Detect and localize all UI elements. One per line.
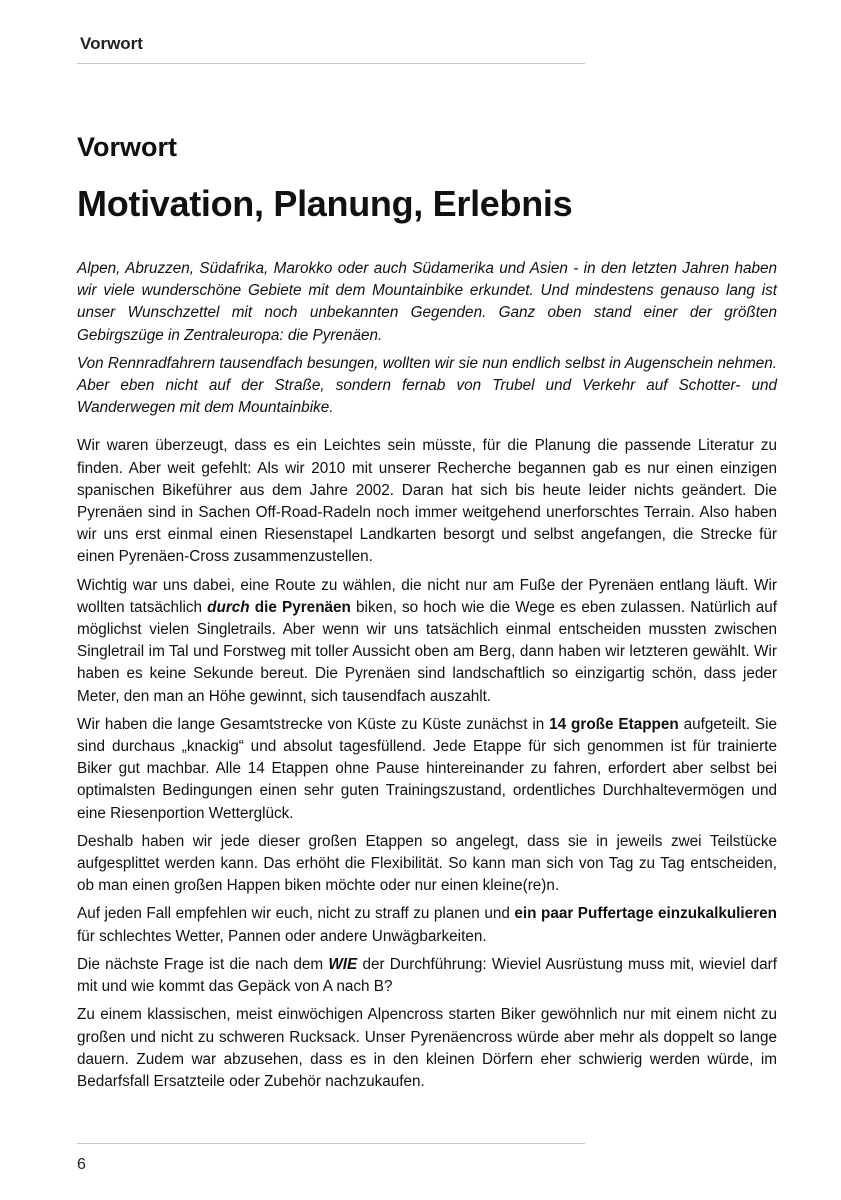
footer-rule xyxy=(77,1143,585,1144)
paragraph: Zu einem klassischen, meist einwöchigen Alpencross starten Biker gewöhnlich nur mit einem nicht zu großen und nicht zu schweren Rucksack. Unser Pyrenäencross würde aber mehr als doppelt so lange dauern. Zudem war abzusehen, dass es in den kleinen Dörfern eher schwierig werden würde, im Bedarfsfall Ersatzteile oder Zubehör nachzukaufen. xyxy=(77,1006,777,1090)
text-run: Die nächste Frage ist die nach dem xyxy=(77,955,329,973)
emphasis-durch: durch xyxy=(207,598,250,616)
paragraph xyxy=(77,903,777,947)
header-rule xyxy=(77,63,585,64)
text-run: Auf jeden Fall empfehlen wir euch, nicht zu straff zu planen und xyxy=(77,905,515,923)
intro-block xyxy=(77,258,777,419)
text-run: der Durchführung: Wieviel Ausrüstung muss mit, wieviel darf mit und wie kommt das Gepäck von A nach B? xyxy=(77,955,777,996)
paragraph xyxy=(77,954,777,998)
intro-paragraph: Von Rennradfahrern tausendfach besungen, wollten wir sie nun endlich selbst in Augenschein nehmen. Aber eben nicht auf der Straße, sondern fernab von Trubel und Verkehr auf Schotter- und Wanderwegen mit dem Mountainbike. xyxy=(77,354,777,417)
paragraph: Wir waren überzeugt, dass es ein Leichtes sein müsste, für die Planung die passende Literatur zu finden. Aber weit gefehlt: Als wir 2010 mit unserer Recherche begannen gab es nur einen einzigen spanischen Bikeführer aus dem Jahre 2002. Daran hat sich bis heute leider nichts geändert. Die Pyrenäen sind in Sachen Off-Road-Radeln noch immer weitgehend unerforschtes Terrain. Also haben wir uns erst einmal einen Riesenstapel Landkarten besorgt und selbst angefangen, die Strecke für einen Pyrenäen-Cross zusammenzustellen. xyxy=(77,437,777,566)
text-run: Wir haben die lange Gesamtstrecke von Küste zu Küste zunächst in xyxy=(77,715,550,733)
intro-paragraph: Alpen, Abruzzen, Südafrika, Marokko oder auch Südamerika und Asien - in den letzten Jahren haben wir viele wunderschöne Gebiete mit dem Mountainbike erkundet. Und mindestens genauso lang ist unser Wunschzettel mit noch unbekannten Gegenden. Ganz oben stand einer der größten Gebirgszüge in Zentraleuropa: die Pyrenäen. xyxy=(77,260,777,344)
text-run: aufgeteilt. Sie sind durchaus „knackig“ und absolut tagesfüllend. Jede Etappe für sich genommen ist für trainierte Biker gut machbar. Alle 14 Etappen ohne Pause hintereinander zu fahren, erfordert aber selbst bei optimalsten Bedingungen einen sehr guten Trainingszustand, ordentliches Durchhaltevermögen und eine Riesenportion Wetterglück. xyxy=(77,715,777,822)
paragraph xyxy=(77,714,777,825)
text-run: biken, so hoch wie die Wege es eben zulassen. Natürlich auf möglichst vielen Singletrails. Aber wenn wir uns tatsächlich einmal entscheiden mussten zwischen Singletrail im Tal und Forstweg mit toller Aussicht oben am Berg, dann haben wir letzteren gewählt. Wir haben es keine Sekunde bereut. Die Pyrenäen sind landschaftlich so einzigartig schön, dass jeder Meter, den man an Höhe gewinnt, sich tausendfach auszahlt. xyxy=(77,598,777,705)
body-text xyxy=(77,258,777,1099)
page-number: 6 xyxy=(77,1156,86,1173)
emphasis-puffertage: ein paar Puffertage einzukalkulieren xyxy=(514,905,777,923)
paragraph: Deshalb haben wir jede dieser großen Etappen so angelegt, dass sie in jeweils zwei Teilstücke aufgesplittet werden kann. Das erhöht die Flexibilität. So kann man sich von Tag zu Tag entscheiden, ob man einen großen Happen biken möchte oder nur einen kleine(re)n. xyxy=(77,832,777,895)
emphasis-etappen: 14 große Etappen xyxy=(549,715,679,733)
running-header: Vorwort xyxy=(80,34,143,53)
text-run: Wichtig war uns dabei, eine Route zu wählen, die nicht nur am Fuße der Pyrenäen entlang läuft. Wir wollten tatsächlich xyxy=(77,576,777,616)
emphasis-wie: WIE xyxy=(328,955,358,973)
text-run: für schlechtes Wetter, Pannen oder andere Unwägbarkeiten. xyxy=(77,927,487,945)
paragraph xyxy=(77,575,777,708)
page-title: Motivation, Planung, Erlebnis xyxy=(77,183,573,224)
emphasis-pyrenaeen: die Pyrenäen xyxy=(249,598,351,616)
section-heading: Vorwort xyxy=(77,132,177,162)
